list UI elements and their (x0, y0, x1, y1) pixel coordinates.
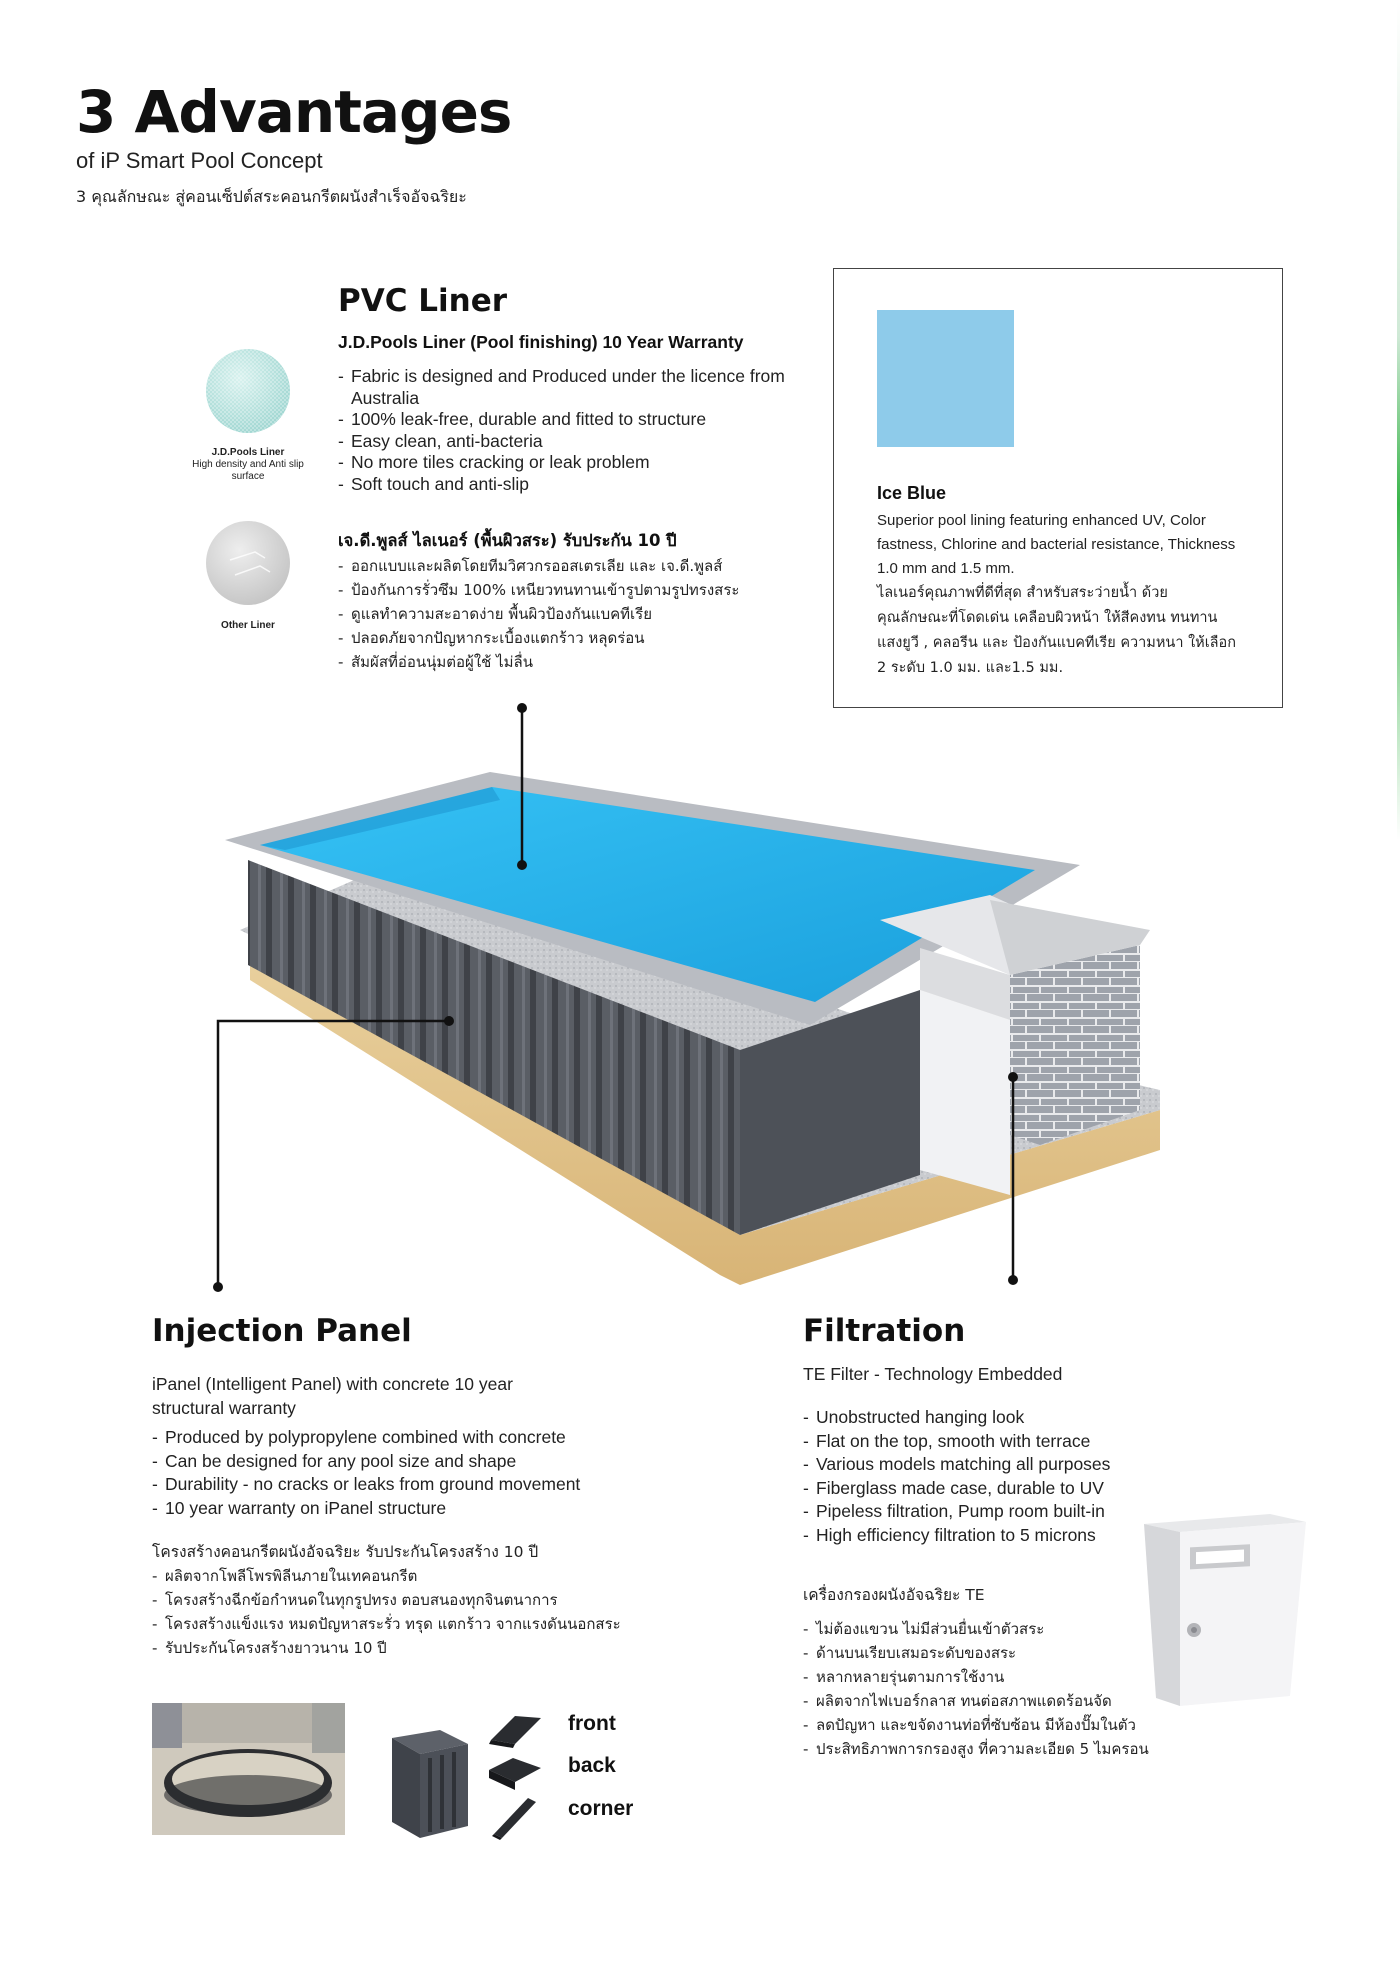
list-item: - No more tiles cracking or leak problem (338, 452, 798, 474)
color-swatch (877, 310, 1014, 447)
list-item: - ไม่ต้องแขวน ไม่มีส่วนยื่นเข้าตัวสระ (803, 1617, 1223, 1641)
list-item: - Produced by polypropylene combined with concrete (152, 1426, 672, 1450)
list-item: - สัมผัสที่อ่อนนุ่มต่อผู้ใช้ ไม่ลื่น (338, 650, 818, 674)
list-item: - Flat on the top, smooth with terrace (803, 1430, 1163, 1454)
list-item: - 10 year warranty on iPanel structure (152, 1497, 672, 1521)
pvc-features-list (338, 366, 798, 495)
other-liner-caption (188, 620, 308, 632)
pvc-warranty: J.D.Pools Liner (Pool finishing) 10 Year Warranty (338, 332, 744, 352)
back-part-icon (485, 1752, 545, 1792)
jd-liner-caption-title: J.D.Pools Liner (211, 447, 285, 458)
list-item: - Can be designed for any pool size and shape (152, 1450, 672, 1474)
list-item: - ปลอดภัยจากปัญหากระเบื้องแตกร้าว หลุดร่อน (338, 626, 818, 650)
list-item: - Pipeless filtration, Pump room built-in (803, 1500, 1163, 1524)
injection-panel-heading: Injection Panel (152, 1313, 412, 1349)
page-subtitle-thai: 3 คุณลักษณะ สู่คอนเซ็ปต์สระคอนกรีตผนังสำเร็จอัจฉริยะ (76, 187, 467, 206)
filtration-features-list (803, 1406, 1163, 1547)
jd-liner-caption (188, 447, 308, 483)
list-item: - ออกแบบและผลิตโดยทีมวิศวกรออสเตรเลีย และ เจ.ดี.พูลส์ (338, 554, 818, 578)
list-item: - Soft touch and anti-slip (338, 474, 798, 496)
construction-photo (152, 1703, 345, 1835)
list-item: - หลากหลายรุ่นตามการใช้งาน (803, 1665, 1223, 1689)
list-item: - Unobstructed hanging look (803, 1406, 1163, 1430)
list-item: - ประสิทธิภาพการกรองสูง ที่ความละเอียด 5 ไมครอน (803, 1737, 1223, 1761)
list-item: - Durability - no cracks or leaks from ground movement (152, 1473, 672, 1497)
brick-wall (1010, 945, 1140, 1145)
part-label-front: front (568, 1712, 616, 1735)
pvc-liner-heading: PVC Liner (338, 283, 508, 319)
swatch-description-thai: ไลเนอร์คุณภาพที่ดีที่สุด สำหรับสระว่ายน้ำ ด้วยคุณลักษณะที่โดดเด่น เคลือบผิวหน้า ให้สีคงทน ทนทานแสงยูวี , คลอรีน และ ป้องกันแบคทีเรีย ความหนา ให้เลือก 2 ระดับ 1.0 มม. และ1.5 มม. (877, 585, 1237, 676)
color-swatch-box (833, 268, 1283, 708)
swatch-description: Superior pool lining featuring enhanced UV, Color fastness, Chlorine and bacterial resistance, Thickness 1.0 mm and 1.5 mm. (877, 512, 1236, 577)
injection-intro: iPanel (Intelligent Panel) with concrete 10 year structural warranty (152, 1374, 513, 1418)
jd-liner-sample (205, 348, 291, 434)
pool-illustration (200, 690, 1210, 1290)
other-liner-caption-title: Other Liner (221, 620, 275, 631)
te-filter-unit-image (1140, 1510, 1310, 1710)
other-liner-texture-icon (205, 520, 291, 606)
list-item: - โครงสร้างแข็งแรง หมดปัญหาสระรั่ว ทรุด แตกร้าว จากแรงดันนอกสระ (152, 1612, 672, 1636)
list-item: - ผลิตจากโพลีโพรพิลีนภายในเทคอนกรีต (152, 1564, 672, 1588)
page-title: 3 Advantages (76, 78, 512, 146)
filtration-intro: TE Filter - Technology Embedded (803, 1364, 1063, 1384)
list-item: - ด้านบนเรียบเสมอระดับของสระ (803, 1641, 1223, 1665)
corner-part-icon (490, 1790, 540, 1840)
list-item: - ลดปัญหา และขจัดงานท่อที่ซับซ้อน มีห้องปั๊มในตัว (803, 1713, 1223, 1737)
pvc-features-thai-list (338, 554, 818, 674)
injection-heading-thai: โครงสร้างคอนกรีตผนังอัจฉริยะ รับประกันโครงสร้าง 10 ปี (152, 1543, 539, 1561)
list-item: - ผลิตจากไฟเบอร์กลาส ทนต่อสภาพแดดร้อนจัด (803, 1689, 1223, 1713)
list-item: - Various models matching all purposes (803, 1453, 1163, 1477)
list-item: - Easy clean, anti-bacteria (338, 431, 798, 453)
list-item: - High efficiency filtration to 5 microns (803, 1524, 1163, 1548)
list-item: - Fiberglass made case, durable to UV (803, 1477, 1163, 1501)
injection-features-list (152, 1426, 672, 1520)
list-item: - Fabric is designed and Produced under the licence from Australia (338, 366, 798, 409)
other-liner-sample (205, 520, 291, 606)
swatch-name: Ice Blue (877, 483, 947, 503)
filtration-heading-thai: เครื่องกรองผนังอัจฉริยะ TE (803, 1586, 985, 1604)
filter-housing (920, 990, 1010, 1195)
injection-features-thai-list (152, 1564, 672, 1660)
part-label-corner: corner (568, 1797, 634, 1820)
list-item: - ดูแลทำความสะอาดง่าย พื้นผิวป้องกันแบคทีเรีย (338, 602, 818, 626)
jd-liner-caption-desc: High density and Anti slip surface (192, 459, 304, 482)
jd-liner-texture-icon (205, 348, 291, 434)
page-subtitle: of iP Smart Pool Concept (76, 148, 323, 173)
list-item: - รับประกันโครงสร้างยาวนาน 10 ปี (152, 1636, 672, 1660)
list-item: - โครงสร้างฉีกข้อกำหนดในทุกรูปทรง ตอบสนองทุกจินตนาการ (152, 1588, 672, 1612)
list-item: - 100% leak-free, durable and fitted to structure (338, 409, 798, 431)
part-label-back: back (568, 1754, 616, 1777)
panel-block-image (380, 1728, 475, 1840)
filtration-heading: Filtration (803, 1313, 966, 1349)
pvc-heading-thai: เจ.ดี.พูลส์ ไลเนอร์ (พื้นผิวสระ) รับประกัน 10 ปี (338, 531, 677, 550)
list-item: - ป้องกันการรั่วซึม 100% เหนียวทนทานเข้ารูปตามรูปทรงสระ (338, 578, 818, 602)
front-part-icon (485, 1710, 545, 1750)
